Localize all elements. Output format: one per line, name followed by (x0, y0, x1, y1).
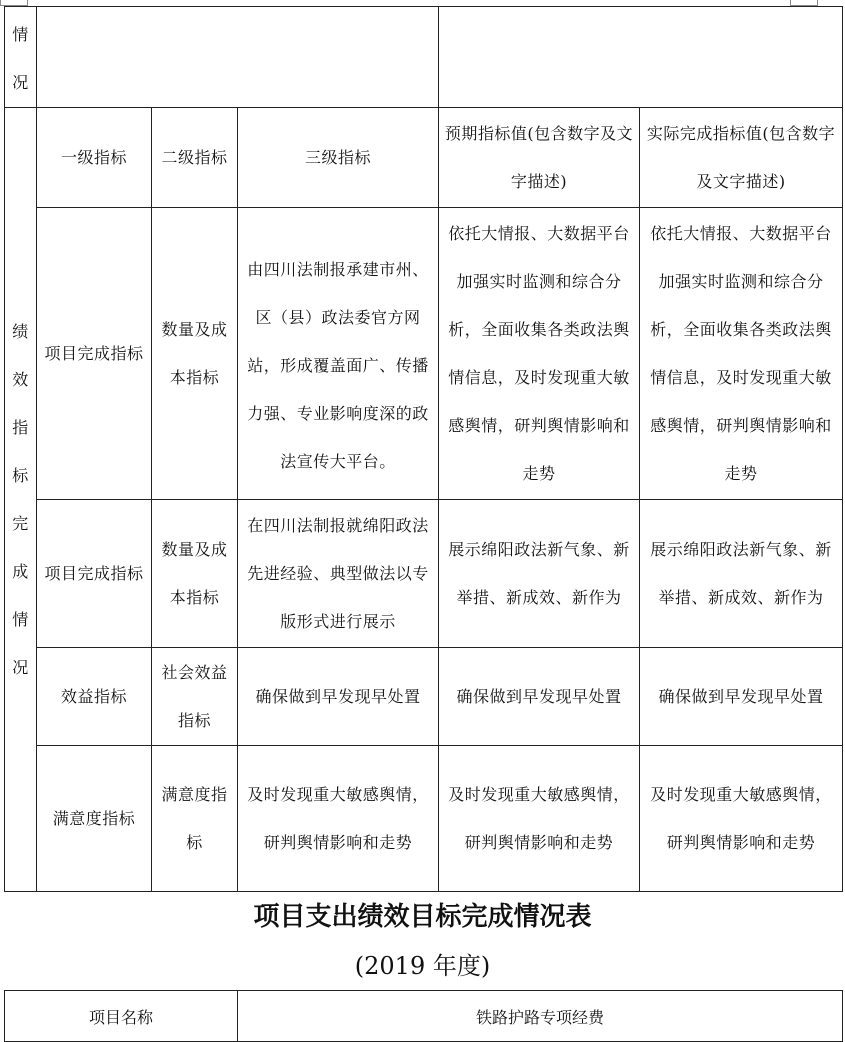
row4-actual: 及时发现重大敏感舆情，研判舆情影响和走势 (640, 746, 843, 892)
empty-cell (37, 7, 439, 108)
header-actual: 实际完成指标值(包含数字及文字描述) (640, 108, 843, 208)
page-title: 项目支出绩效目标完成情况表 (253, 902, 592, 932)
empty-cell (439, 7, 843, 108)
row4-level1: 满意度指标 (37, 746, 152, 892)
section-label-main (5, 108, 37, 892)
row3-actual: 确保做到早发现早处置 (640, 648, 843, 746)
header-level2: 二级指标 (152, 108, 238, 208)
row2-expected: 展示绵阳政法新气象、新举措、新成效、新作为 (439, 500, 640, 648)
table-row (5, 208, 843, 500)
table-row (5, 7, 843, 108)
project-name-value: 铁路护路专项经费 (238, 991, 843, 1042)
row2-level2: 数量及成本指标 (152, 500, 238, 648)
table-row (5, 991, 843, 1042)
header-expected: 预期指标值(包含数字及文字描述) (439, 108, 640, 208)
row3-level1: 效益指标 (37, 648, 152, 746)
row1-level2: 数量及成本指标 (152, 208, 238, 500)
section-label-top (5, 7, 37, 108)
project-name-label: 项目名称 (5, 991, 238, 1042)
row4-expected: 及时发现重大敏感舆情，研判舆情影响和走势 (439, 746, 640, 892)
row1-level3: 由四川法制报承建市州、区（县）政法委官方网站，形成覆盖面广、传播力强、专业影响度深的政法宣传大平台。 (238, 208, 439, 500)
row2-actual: 展示绵阳政法新气象、新举措、新成效、新作为 (640, 500, 843, 648)
row3-level2: 社会效益指标 (152, 648, 238, 746)
header-level3: 三级指标 (238, 108, 439, 208)
row3-expected: 确保做到早发现早处置 (439, 648, 640, 746)
vertical-label-top: 情 况 (12, 25, 29, 92)
row2-level3: 在四川法制报就绵阳政法先进经验、典型做法以专版形式进行展示 (238, 500, 439, 648)
row1-actual: 依托大情报、大数据平台加强实时监测和综合分析，全面收集各类政法舆情信息，及时发现重大敏感舆情，研判舆情影响和走势 (640, 208, 843, 500)
table-row (5, 746, 843, 892)
row2-level1: 项目完成指标 (37, 500, 152, 648)
header-level1: 一级指标 (37, 108, 152, 208)
row4-level3: 及时发现重大敏感舆情，研判舆情影响和走势 (238, 746, 439, 892)
row1-level1: 项目完成指标 (37, 208, 152, 500)
vertical-label-main: 绩 效 指 标 完 成 情 况 (12, 321, 29, 677)
project-info-table (4, 990, 843, 1042)
table-header-row (5, 108, 843, 208)
report-year: (2019 年度) (354, 952, 491, 980)
row1-expected: 依托大情报、大数据平台加强实时监测和综合分析，全面收集各类政法舆情信息，及时发现重大敏感舆情，研判舆情影响和走势 (439, 208, 640, 500)
row4-level2: 满意度指标 (152, 746, 238, 892)
row3-level3: 确保做到早发现早处置 (238, 648, 439, 746)
table-row (5, 500, 843, 648)
performance-table (4, 6, 843, 892)
table-row (5, 648, 843, 746)
